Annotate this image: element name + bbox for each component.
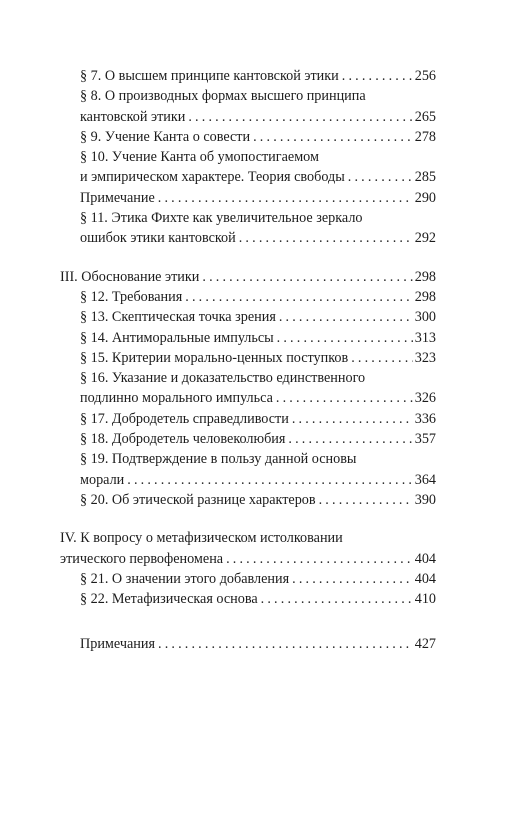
toc-entry-section-20 bbox=[60, 490, 436, 510]
toc-page-number: 357 bbox=[414, 431, 436, 448]
toc-entry-title: § 10. Учение Канта об умопостигаемом bbox=[80, 149, 319, 166]
toc-entry-title: § 9. Учение Канта о совести bbox=[80, 128, 251, 145]
toc-entry-section-13 bbox=[60, 307, 436, 327]
dot-leader bbox=[292, 569, 413, 589]
toc-page-number: 292 bbox=[414, 230, 436, 247]
toc-entry-section-21 bbox=[60, 569, 436, 589]
section-gap bbox=[60, 249, 436, 267]
toc-page-number: 300 bbox=[414, 309, 436, 326]
toc-entry-title: § 13. Скептическая точка зрения bbox=[80, 309, 276, 326]
toc-entry-part-4-line1 bbox=[60, 528, 436, 548]
toc-entry-title-continued: морали bbox=[80, 471, 125, 488]
dot-leader bbox=[253, 127, 413, 147]
toc-entry-title: § 7. О высшем принципе кантовской этики bbox=[80, 68, 339, 84]
dot-leader bbox=[226, 549, 413, 569]
toc-entry-title-continued: ошибок этики кантовской bbox=[80, 230, 236, 247]
dot-leader bbox=[158, 634, 413, 654]
toc-entry-section-9 bbox=[60, 127, 436, 147]
toc-page-number: 326 bbox=[414, 390, 436, 407]
toc-entry-section-11-line1 bbox=[60, 208, 436, 228]
toc-entry-section-10-line1 bbox=[60, 147, 436, 167]
toc-entry-section-12 bbox=[60, 287, 436, 307]
toc-page-number: 298 bbox=[414, 268, 436, 285]
toc-page-number: 265 bbox=[414, 108, 436, 125]
toc-entry-section-16 bbox=[60, 388, 436, 408]
toc-page-number: 404 bbox=[414, 570, 436, 587]
toc-entry-title: § 22. Метафизическая основа bbox=[80, 591, 258, 608]
dot-leader bbox=[261, 589, 413, 609]
toc-part-title: IV. К вопросу о метафизическом истолковании bbox=[60, 530, 343, 547]
dot-leader bbox=[276, 388, 413, 408]
toc-entry-section-17 bbox=[60, 409, 436, 429]
toc-entry-title: § 15. Критерии морально-ценных поступков bbox=[80, 349, 349, 366]
dot-leader bbox=[239, 228, 413, 248]
toc-page-number: 336 bbox=[414, 410, 436, 427]
toc-entry-section-8 bbox=[60, 107, 436, 127]
table-of-contents bbox=[60, 66, 436, 655]
toc-entry-part-4 bbox=[60, 549, 436, 569]
dot-leader bbox=[288, 429, 412, 449]
dot-leader bbox=[185, 287, 412, 307]
toc-entry-section-19 bbox=[60, 470, 436, 490]
toc-entry-title: § 12. Требования bbox=[80, 288, 183, 305]
toc-page-number: 364 bbox=[414, 471, 436, 488]
toc-entry-title: § 8. О производных формах высшего принципа bbox=[80, 88, 366, 105]
toc-page-number: 313 bbox=[414, 329, 436, 346]
dot-leader bbox=[342, 66, 413, 86]
toc-entry-title: § 19. Подтверждение в пользу данной основы bbox=[80, 451, 357, 468]
toc-entry-title: § 16. Указание и доказательство единственного bbox=[80, 370, 366, 387]
toc-entry-title: § 17. Добродетель справедливости bbox=[80, 410, 289, 427]
toc-entry-section-22 bbox=[60, 589, 436, 609]
toc-entry-section-7 bbox=[60, 66, 436, 86]
toc-page-number: 390 bbox=[414, 491, 436, 508]
toc-entry-section-14 bbox=[60, 328, 436, 348]
toc-page-number: 323 bbox=[414, 349, 436, 366]
toc-entry-title-continued: кантовской этики bbox=[80, 108, 186, 125]
dot-leader bbox=[292, 409, 413, 429]
dot-leader bbox=[319, 490, 413, 510]
dot-leader bbox=[351, 348, 413, 368]
toc-part-title-continued: этического первофеномена bbox=[60, 550, 224, 567]
toc-page-number: 290 bbox=[414, 189, 436, 206]
toc-entry-section-8-line1 bbox=[60, 86, 436, 106]
toc-entry-section-18 bbox=[60, 429, 436, 449]
toc-page-number: 298 bbox=[414, 288, 436, 305]
dot-leader bbox=[348, 167, 413, 187]
dot-leader bbox=[127, 470, 412, 490]
toc-entry-notes bbox=[60, 634, 436, 654]
section-gap bbox=[60, 609, 436, 634]
toc-entry-title: § 20. Об этической разнице характеров bbox=[80, 491, 316, 508]
toc-entry-title: § 14. Антиморальные импульсы bbox=[80, 329, 274, 346]
dot-leader bbox=[158, 188, 413, 208]
dot-leader bbox=[279, 307, 413, 327]
toc-page-number: 285 bbox=[414, 169, 436, 186]
toc-entry-title: § 21. О значении этого добавления bbox=[80, 570, 290, 587]
toc-entry-title: § 18. Добродетель человеколюбия bbox=[80, 431, 286, 448]
toc-entry-title: Примечание bbox=[80, 189, 155, 206]
toc-page-number: 278 bbox=[414, 128, 436, 145]
toc-entry-title: § 11. Этика Фихте как увеличительное зеркало bbox=[80, 210, 363, 227]
toc-entry-section-16-line1 bbox=[60, 368, 436, 388]
toc-page-number: 404 bbox=[414, 550, 436, 567]
section-gap bbox=[60, 510, 436, 528]
toc-entry-part-3 bbox=[60, 267, 436, 287]
toc-page-number: 410 bbox=[414, 591, 436, 608]
dot-leader bbox=[277, 328, 413, 348]
toc-entry-section-19-line1 bbox=[60, 449, 436, 469]
dot-leader bbox=[202, 267, 412, 287]
toc-entry-section-15 bbox=[60, 348, 436, 368]
toc-page-number: 256 bbox=[414, 68, 436, 84]
toc-entry-title-continued: и эмпирическом характере. Теория свободы bbox=[80, 169, 345, 186]
toc-entry-section-10 bbox=[60, 167, 436, 187]
toc-page-number: 427 bbox=[414, 636, 436, 653]
toc-entry-section-11 bbox=[60, 228, 436, 248]
toc-part-title: III. Обоснование этики bbox=[60, 268, 200, 285]
toc-entry-note bbox=[60, 188, 436, 208]
toc-entry-title: Примечания bbox=[80, 636, 155, 653]
dot-leader bbox=[188, 107, 412, 127]
toc-entry-title-continued: подлинно морального импульса bbox=[80, 390, 273, 407]
